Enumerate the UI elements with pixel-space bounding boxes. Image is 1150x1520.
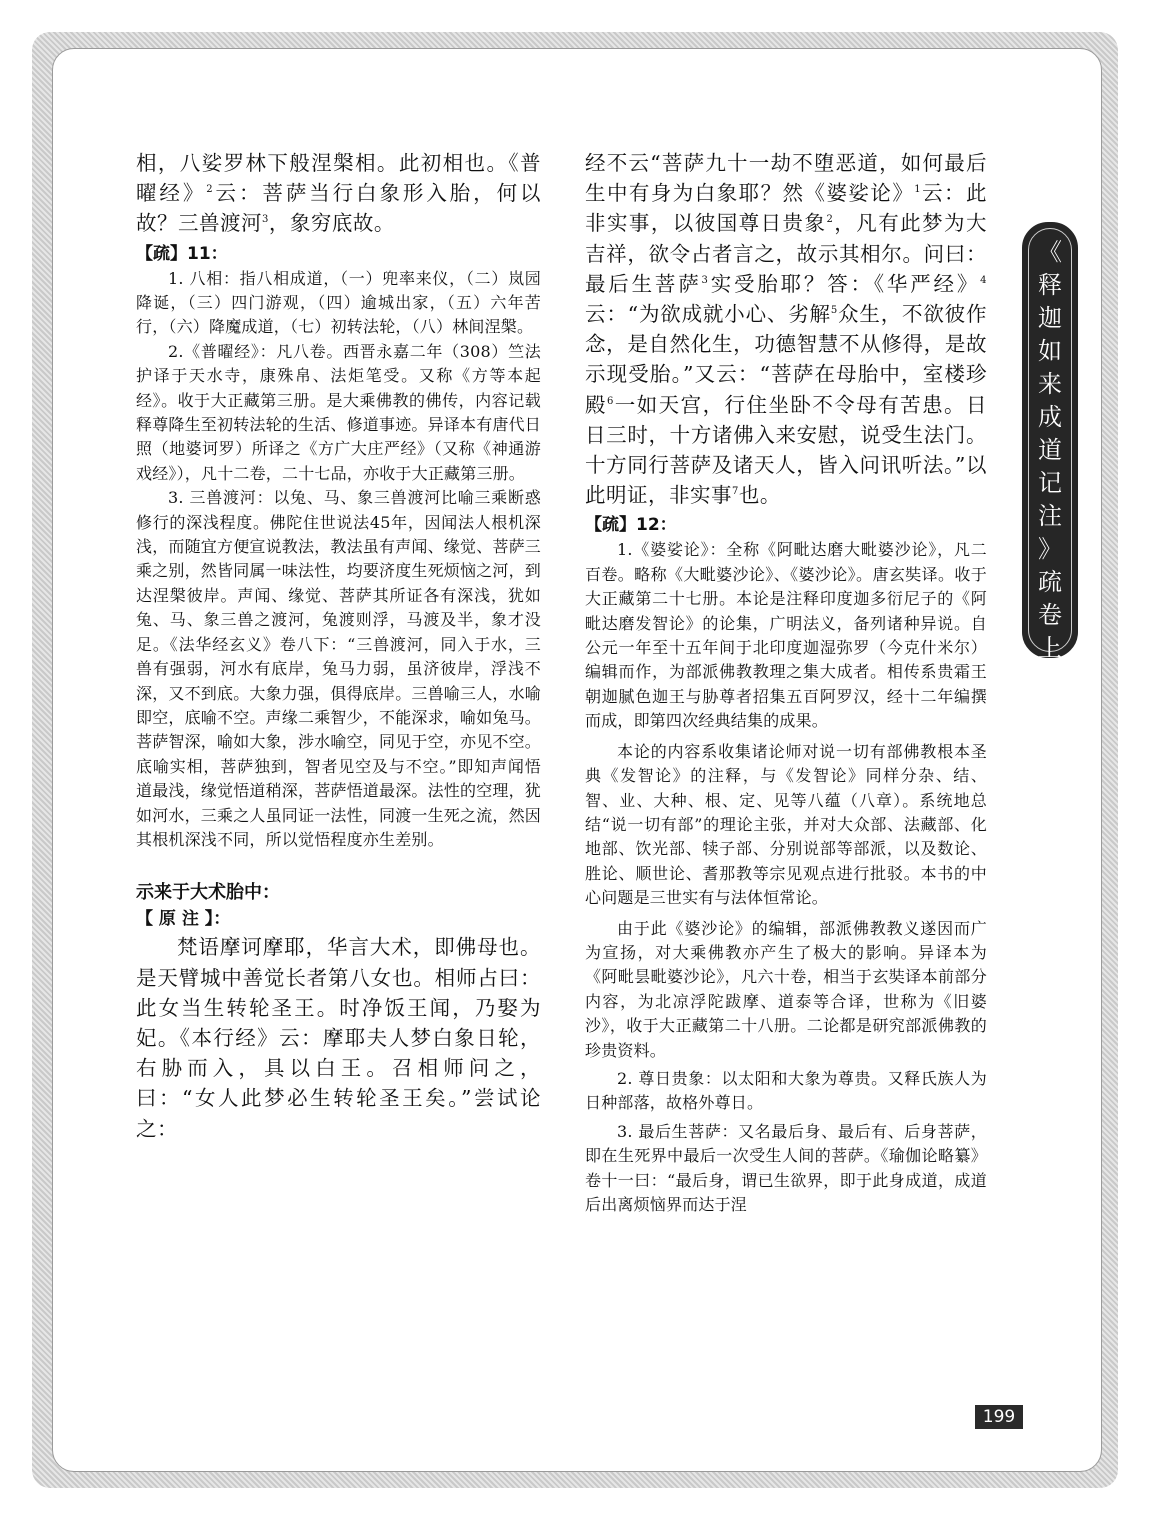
footnote-ref: 1 <box>914 184 922 196</box>
side-char: 疏 <box>1038 568 1062 596</box>
note-item-r1-cont1: 本论的内容系收集诸论师对说一切有部佛教根本圣典《发智论》的注释，与《发智论》同样分杂、结、智、业、大种、根、定、见等八蕴（八章）。系统地总结“说一切有部”的理论主张，并对大众部、法藏部、化地部、饮光部、犊子部、分别说部等部派，以及数论、胜论、顺世论、耆那教等宗见观点进行批驳。本书的中心问题是三世实有与法体恒常论。 <box>585 741 987 908</box>
note-item-2: 2.《普曜经》：凡八卷。西晋永嘉二年（308）竺法护译于天水寺，康殊帛、法炬笔受。又称《方等本起经》。收于大正藏第三册。是大乘佛教的佛传，内容记载释尊降生至初转法轮的生活、修道事迹。异译本有唐代日照（地婆诃罗）所译之《方广大庄严经》（又称《神通游戏经》），凡十二卷，二十七品，亦收于大正藏第三册。 <box>136 341 541 483</box>
footnote-ref: 6 <box>606 395 614 407</box>
note-item-r2: 2. 尊日贵象：以太阳和大象为尊贵。又释氏族人为日种部落，故格外尊日。 <box>585 1068 987 1113</box>
note-item-3: 3. 三兽渡河：以兔、马、象三兽渡河比喻三乘断惑修行的深浅程度。佛陀住世说法45年，因闻法人根机深浅，而随宜方便宣说教法，教法虽有声闻、缘觉、菩萨三乘之别，然皆同属一味法性，均要济度生死烦恼之河，到达涅槃彼岸。声闻、缘觉、菩萨其所证各有深浅，犹如兔、马、象三兽之渡河，兔渡则浮，马渡及半，象才没足。《法华经玄义》卷八下：“三兽渡河，同入于水，三兽有强弱，河水有底岸，兔马力弱，虽济彼岸，浮浅不深，又不到底。大象力强，俱得底岸。三兽喻三人，水喻即空，底喻不空。声缘二乘智少，不能深求，喻如兔马。菩萨智深，喻如大象，涉水喻空，同见于空，亦见不空。底喻实相，菩萨独到，智者见空及与不空。”即知声闻悟道最浅，缘觉悟道稍深，菩萨悟道最深。法性的空理，犹如河水，三乘之人虽同证一法性，同渡一生死之流，然因其根机深浅不同，所以觉悟程度亦生差别。 <box>136 488 541 849</box>
original-note-text: 梵语摩诃摩耶，华言大术，即佛母也。是天臂城中善觉长者第八女也。相师占曰：此女当生转轮圣王。时净饭王闻，乃娶为妃。《本行经》云：摩耶夫人梦白象日轮，右胁而入，具以白王。召相师问之，曰：“女人此梦必生转轮圣王矣。”尝试论之： <box>136 935 541 1141</box>
book-title-side-tab <box>1022 222 1078 662</box>
left-intro-paragraph <box>136 148 541 239</box>
original-note-label: 【 原 注 】： <box>136 909 231 930</box>
footnote-ref: 4 <box>980 274 987 286</box>
text-run: 云：此非实事，以彼国尊日贵象 <box>585 181 987 236</box>
side-char: 成 <box>1038 403 1062 431</box>
footnote-ref: 3 <box>701 274 709 286</box>
footnote-ref: 2 <box>206 184 214 196</box>
side-char: 道 <box>1038 436 1062 464</box>
note-item-r1: 1.《婆娑论》：全称《阿毗达磨大毗婆沙论》，凡二百卷。略称《大毗婆沙论》、《婆沙论》。唐玄奘译。收于大正藏第二十七册。本论是注释印度迦多衍尼子的《阿毗达磨发智论》的论集，广明法义，备列诸种异说。自公元一年至十五年间于北印度迦湿弥罗（今克什米尔）编辑而作，为部派佛教教理之集大成者。相传系贵霜王朝迦腻色迦王与胁尊者招集五百阿罗汉，经十二年编撰而成，即第四次经典结集的成果。 <box>585 540 987 731</box>
note-item-1: 1. 八相：指八相成道，（一）兜率来仪，（二）岚园降诞，（三）四门游观，（四）逾城出家，（五）六年苦行，（六）降魔成道，（七）初转法轮，（八）林间涅槃。 <box>136 268 541 337</box>
text-run: 云：菩萨当行白象形入胎，何以故？三兽渡河 <box>136 181 541 236</box>
note-label-11: 【疏】11： <box>136 243 228 264</box>
footnote-ref: 7 <box>732 486 739 498</box>
right-intro-paragraph <box>585 148 987 510</box>
note-label-12: 【疏】12： <box>585 515 677 536</box>
side-char: 卷 <box>1038 601 1062 629</box>
footnote-ref: 5 <box>830 305 838 317</box>
text-run: 相，八娑罗林下般涅槃相。此初相也。《普曜经》 <box>136 151 541 206</box>
side-char: 《 <box>1038 238 1062 266</box>
side-char: 注 <box>1038 502 1062 530</box>
text-run: 云：“为欲成就小心、劣解 <box>585 302 831 327</box>
side-char: 迦 <box>1038 304 1062 332</box>
text-run: ，象穷底故。 <box>268 211 395 236</box>
text-run: 众生，不欲彼作念，是自然化生，功德智慧不从修得，是故示现受胎。”又云：“菩萨在母胎中，室楼珍殿 <box>585 302 987 417</box>
footnote-ref: 2 <box>826 214 834 226</box>
note-item-r3: 3. 最后生菩萨：又名最后身、最后有、后身菩萨，即在生死界中最后一次受生人间的菩萨。《瑜伽论略纂》卷十一曰：“最后身，谓已生欲界，即于此身成道，成道后出离烦恼界而达于涅 <box>585 1121 987 1214</box>
side-char: 上 <box>1038 634 1062 662</box>
text-run: 也。 <box>738 483 781 508</box>
page-number: 199 <box>975 1405 1023 1429</box>
footnote-ref: 3 <box>262 214 269 226</box>
side-tab-title <box>1024 236 1076 665</box>
text-run: 一如天宫，行住坐卧不令母有苦患。日日三时，十方诸佛入来安慰，说受生法门。十方同行菩萨及诸天人，皆入问讯听法。”以此明证，非实事 <box>585 392 987 508</box>
side-char: 如 <box>1038 337 1062 365</box>
side-char: 记 <box>1038 469 1062 497</box>
section-heading: 示来于大术胎中： <box>136 882 280 904</box>
side-char: 释 <box>1038 271 1062 299</box>
right-column <box>585 148 987 1217</box>
text-run: 实受胎耶？答：《华严经》 <box>708 271 981 296</box>
text-run: ，凡有此梦为大吉祥，欲令占者言之，故示其相尔。问曰：最后生菩萨 <box>585 211 987 296</box>
text-run: 经不云“菩萨九十一劫不堕恶道，如何最后生中有身为白象耶？然《婆娑论》 <box>585 151 987 206</box>
side-char: 》 <box>1038 535 1062 563</box>
side-char: 来 <box>1038 370 1062 398</box>
note-item-r1-cont2: 由于此《婆沙论》的编辑，部派佛教教义遂因而广为宣扬，对大乘佛教亦产生了极大的影响。异译本为《阿毗昙毗婆沙论》，凡六十卷，相当于玄奘译本前部分内容，为北凉浮陀跋摩、道泰等合译，世称为《旧婆沙》，收于大正藏第二十八册。二论都是研究部派佛教的珍贵资料。 <box>585 918 987 1060</box>
left-column <box>136 148 541 1144</box>
